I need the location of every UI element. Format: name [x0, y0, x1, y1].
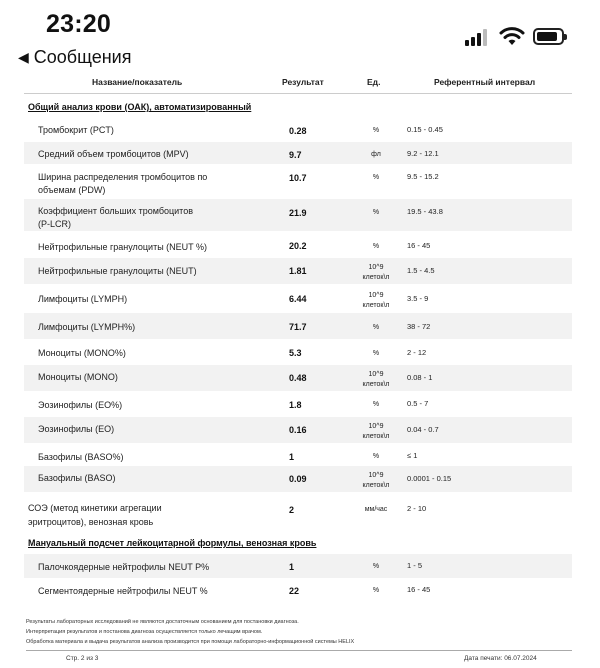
row-unit: %: [372, 243, 380, 250]
row-result: 0.48: [289, 373, 307, 383]
row-result: 10.7: [289, 173, 307, 183]
row-reference: 1.5 - 4.5: [407, 266, 435, 275]
print-date: Дата печати: 06.07.2024: [464, 655, 537, 662]
row-unit-line2: клеток\л: [362, 433, 390, 440]
table-row: [24, 166, 572, 198]
row-result: 1.8: [289, 400, 302, 410]
table-row: [24, 444, 572, 468]
row-reference: 3.5 - 9: [407, 294, 429, 303]
wifi-icon: [499, 26, 525, 46]
row-result: 71.7: [289, 322, 307, 332]
footnote: Интерпретация результатов и постанова диагноза осуществляется только лечащим врачом.: [26, 629, 263, 635]
back-label: Сообщения: [33, 46, 132, 67]
header-divider: [24, 93, 572, 94]
row-unit: фл: [371, 151, 381, 158]
table-row: [24, 417, 572, 443]
row-name: Моноциты (MONO%): [38, 348, 126, 358]
row-name-line2: объемам (PDW): [38, 185, 106, 195]
row-unit: %: [372, 127, 380, 134]
table-row: [24, 466, 572, 492]
row-name: Палочкоядерные нейтрофилы NEUT P%: [38, 562, 210, 572]
page-number: Стр. 2 из 3: [66, 655, 99, 662]
table-row: [24, 340, 572, 364]
row-unit: 10^9: [368, 371, 384, 378]
row-name: Эозинофилы (EO): [38, 424, 115, 434]
row-reference: 0.15 - 0.45: [407, 125, 443, 134]
row-result: 1.81: [289, 266, 307, 276]
lab-report-page: [0, 68, 600, 668]
row-unit: %: [372, 401, 380, 408]
table-row: [24, 313, 572, 339]
footnote: Результаты лабораторных исследований не являются достаточным основанием для постановки диагноза.: [26, 619, 299, 625]
row-unit: 10^9: [368, 264, 384, 271]
status-time: 23:20: [46, 10, 111, 38]
row-reference: 2 - 10: [407, 504, 427, 513]
row-reference: 0.04 - 0.7: [407, 425, 439, 434]
row-unit: 10^9: [368, 472, 384, 479]
table-row: [24, 233, 572, 257]
row-name: Лимфоциты (LYMPH): [38, 294, 128, 304]
row-result: 2: [289, 505, 295, 515]
row-result: 22: [289, 586, 300, 596]
row-unit: %: [372, 350, 380, 357]
header-result: Результат: [282, 77, 324, 87]
row-reference: 1 - 5: [407, 561, 423, 570]
table-row: [24, 392, 572, 416]
row-name: Базофилы (BASO): [38, 473, 116, 483]
header-name: Название/показатель: [92, 77, 183, 87]
row-result: 5.3: [289, 348, 302, 358]
row-reference: 0.08 - 1: [407, 373, 433, 382]
row-reference: 16 - 45: [407, 241, 431, 250]
row-reference: 9.5 - 15.2: [407, 172, 439, 181]
header-unit: Ед.: [367, 77, 381, 87]
row-name-line2: (P-LCR): [38, 219, 71, 229]
row-result: 0.16: [289, 425, 307, 435]
row-reference: 16 - 45: [407, 585, 431, 594]
section-title-manual: Мануальный подсчет лейкоцитарной формулы, венозная кровь: [28, 538, 317, 548]
table-row: [24, 365, 572, 391]
row-name: Базофилы (BASO%): [38, 452, 124, 462]
row-unit-line2: клеток\л: [362, 482, 390, 489]
row-unit: %: [372, 324, 380, 331]
row-name: Нейтрофильные гранулоциты (NEUT %): [38, 242, 208, 252]
table-row: [24, 142, 572, 164]
row-name: Лимфоциты (LYMPH%): [38, 322, 136, 332]
row-unit-line2: клеток\л: [362, 381, 390, 388]
row-result: 9.7: [289, 150, 302, 160]
table-row: [24, 579, 572, 603]
row-reference: 0.0001 - 0.15: [407, 474, 452, 483]
row-unit: %: [372, 587, 380, 594]
table-row: [24, 496, 572, 532]
table-row: [24, 258, 572, 284]
row-name: Тромбокрит (PCT): [38, 125, 114, 135]
row-name: СОЭ (метод кинетики агрегации: [28, 503, 162, 513]
row-name: Коэффициент больших тромбоцитов: [38, 206, 193, 216]
cellular-signal-icon: [465, 28, 489, 46]
row-name: Ширина распределения тромбоцитов по: [38, 172, 208, 182]
row-unit: %: [372, 209, 380, 216]
row-result: 1: [289, 452, 295, 462]
row-reference: ≤ 1: [407, 451, 418, 460]
header-reference: Референтный интервал: [434, 77, 536, 87]
row-reference: 38 - 72: [407, 322, 431, 331]
row-result: 21.9: [289, 208, 307, 218]
status-bar: [0, 0, 600, 46]
row-unit-line2: клеток\л: [362, 302, 390, 309]
table-row: [24, 118, 572, 140]
row-reference: 0.5 - 7: [407, 399, 429, 408]
footnote: Обработка материала и выдача результатов анализа производится при помощи лабораторно-информационной системы HELIX: [26, 639, 355, 645]
row-reference: 2 - 12: [407, 348, 427, 357]
row-unit: %: [372, 174, 380, 181]
back-arrow-icon: ◀: [18, 48, 29, 65]
row-reference: 19.5 - 43.8: [407, 207, 443, 216]
back-button[interactable]: [18, 46, 131, 68]
row-name-line2: эритроцитов), венозная кровь: [28, 517, 154, 527]
row-unit: 10^9: [368, 292, 384, 299]
row-result: 0.28: [289, 126, 307, 136]
row-name: Эозинофилы (EO%): [38, 400, 123, 410]
row-unit: %: [372, 453, 380, 460]
row-result: 0.09: [289, 474, 307, 484]
section-title-cbc: Общий анализ крови (ОАК), автоматизированный: [28, 102, 252, 112]
footer-divider: [26, 650, 572, 651]
row-name: Сегментоядерные нейтрофилы NEUT %: [38, 586, 208, 596]
row-unit-line2: клеток\л: [362, 274, 390, 281]
row-unit: 10^9: [368, 423, 384, 430]
row-name: Средний объем тромбоцитов (MPV): [38, 149, 189, 159]
row-name: Нейтрофильные гранулоциты (NEUT): [38, 266, 197, 276]
row-name: Моноциты (MONO): [38, 372, 118, 382]
row-unit: %: [372, 563, 380, 570]
row-reference: 9.2 - 12.1: [407, 149, 439, 158]
battery-icon: [533, 28, 564, 45]
table-row: [24, 199, 572, 231]
table-row: [24, 554, 572, 578]
row-result: 20.2: [289, 241, 307, 251]
table-row: [24, 286, 572, 312]
row-result: 1: [289, 562, 295, 572]
row-result: 6.44: [289, 294, 307, 304]
row-unit: мм/час: [364, 506, 388, 513]
